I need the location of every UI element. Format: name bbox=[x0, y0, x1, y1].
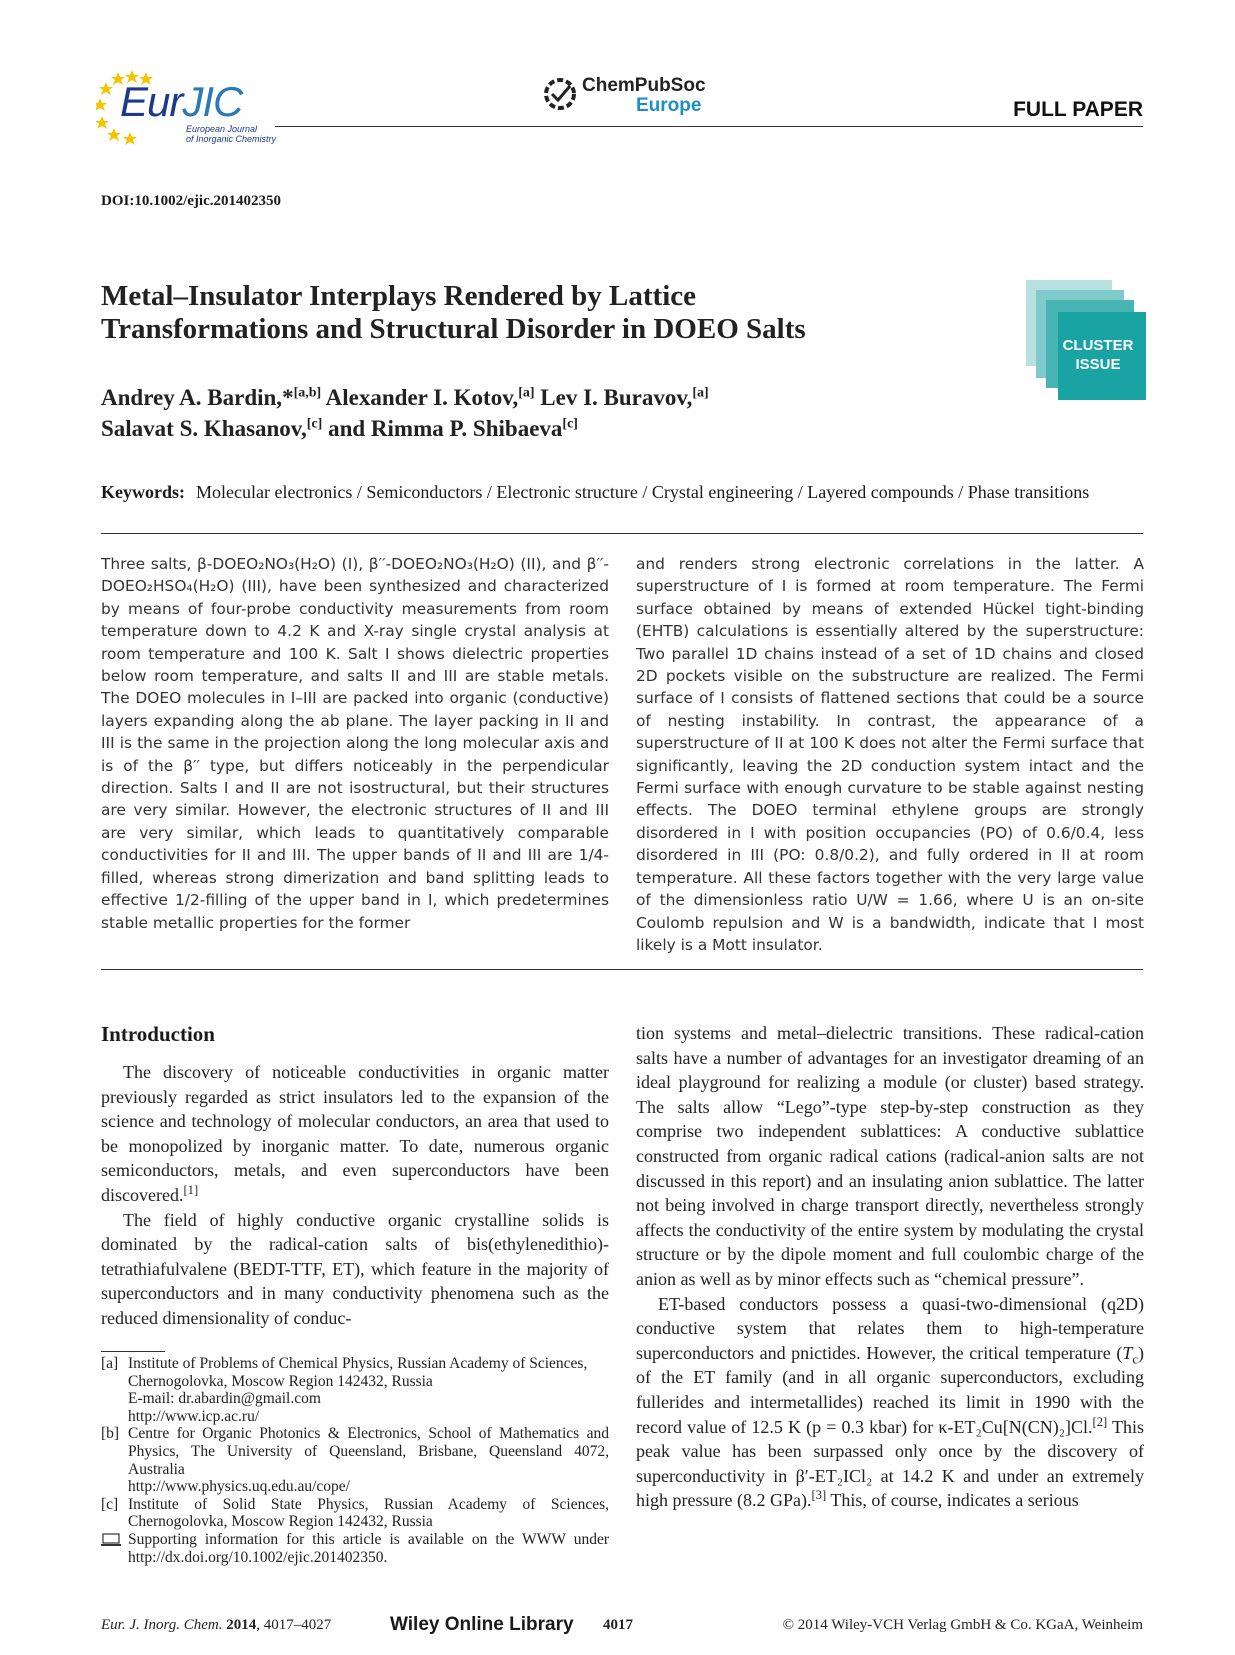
abstract-left-column: Three salts, β-DOEO₂NO₃(H₂O) (I), β′′-DOEO₂NO₃(H₂O) (II), and β′′-DOEO₂HSO₄(H₂O) (III), have been synthesized and characterized by means of four-probe conductivity measurements from room temperature down to 4.2 K and X-ray single crystal analysis at room temperature and 100 K. Salt I shows dielectric properties below room temperature, and salts II and III are stable metals. The DOEO molecules in I–III are packed into organic (conductive) layers expanding along the ab plane. The layer packing in II and III is the same in the projection along the long molecular axis and is of the β′′ type, but differs noticeably in the perpendicular direction. Salts I and II are not isostructural, but their structures are very similar. However, the electronic structures of II and III are very similar, which leads to quantitatively comparable conductivities for II and III. The upper bands of II and III are 1/4-filled, whereas strong dimerization and band splitting leads to effective 1/2-filling of the upper band in I, which predetermines stable metallic properties for the former bbox=[101, 555, 609, 932]
paragraph: ET-based conductors possess a quasi-two-dimensional (q2D) conductive system that relates them to high-temperature superconductors and pnictides. However, the critical temperature $(T_c)$ of the ET family (and in all organic superconductors, excluding fullerides and intermetallides) reached its limit in 1990 with the record value of 12.5 K (p = 0.3 kbar) for κ-ET₂Cu[N(CN)₂]Cl.[2] This peak value has been surpassed only once by the discovery of superconductivity in β′-ET₂ICl₂ at 14.2 K and under an extremely high pressure (8.2 GPa).[3] This, of course, indicates a serious bbox=[636, 1293, 1144, 1511]
author-name: Salavat S. Khasanov, bbox=[101, 416, 307, 441]
paragraph: The discovery of noticeable conductivities in organic matter previously regarded as strict insulators led to the expansion of the science and technology of molecular conductors, an area that used to be monopolized by inorganic matter. To date, numerous organic semiconductors, metals, and even superconductors have been discovered.[1] bbox=[101, 1062, 609, 1205]
chempubsoc-icon bbox=[542, 76, 578, 112]
publisher-region: Europe bbox=[636, 95, 702, 116]
cluster-issue-label: CLUSTER ISSUE bbox=[1062, 337, 1134, 373]
star-icon bbox=[107, 128, 121, 141]
abstract-top-rule bbox=[101, 533, 1143, 534]
doi[interactable]: DOI:10.1002/ejic.201402350 bbox=[101, 193, 281, 209]
footnote-b: [b] Centre for Organic Photonics & Electronics, School of Mathematics and Physics, The University of Queensland, Brisbane, Queensland 4072, Australia http://www.physics.uq.edu.au/cope/ bbox=[101, 1425, 609, 1496]
intro-right-column bbox=[636, 1021, 1144, 1513]
keywords-list: Molecular electronics / Semiconductors / Electronic structure / Crystal engineering / Layered compounds / Phase transitions bbox=[196, 482, 1090, 502]
author-name: Lev I. Buravov, bbox=[540, 385, 693, 410]
article-type: FULL PAPER bbox=[1013, 98, 1143, 121]
author-list: Andrey A. Bardin,*[a,b] Alexander I. Kotov,[a] Lev I. Buravov,[a] Salavat S. Khasanov,[c] and Rimma P. Shibaeva[c] bbox=[101, 385, 709, 441]
star-icon bbox=[96, 116, 109, 129]
header-divider bbox=[275, 126, 1143, 127]
article-title: Metal–Insulator Interplays Rendered by Lattice Transformations and Structural Disorder in DOEO Salts bbox=[101, 280, 806, 345]
keywords-label: Keywords: bbox=[101, 482, 185, 502]
citation-ref[interactable]: [3] bbox=[811, 1488, 827, 1503]
citation-ref[interactable]: [2] bbox=[1092, 1414, 1108, 1429]
footnote-rule bbox=[101, 1351, 165, 1352]
wiley-online-library-logo: Wiley Online Library bbox=[390, 1614, 574, 1635]
footnote-a: [a] Institute of Problems of Chemical Physics, Russian Academy of Sciences, Chernogolovka, Moscow Region 142432, Russia E-mail: dr.abardin@gmail.com http://www.icp.ac.ru/ bbox=[101, 1355, 588, 1425]
computer-icon bbox=[101, 1533, 121, 1547]
publisher-name: ChemPubSoc bbox=[582, 75, 706, 96]
star-icon bbox=[99, 82, 113, 95]
section-heading-introduction: Introduction bbox=[101, 1022, 215, 1046]
author-name: Alexander I. Kotov, bbox=[325, 385, 519, 410]
author-name: and Rimma P. Shibaeva bbox=[328, 416, 563, 441]
star-icon bbox=[96, 98, 107, 111]
footnote-c: [c] Institute of Solid State Physics, Russian Academy of Sciences, Chernogolovka, Moscow Region 142432, Russia bbox=[101, 1495, 609, 1531]
paragraph: The field of highly conductive organic crystalline solids is dominated by the radical-cation salts of bis(ethylenedithio)-tetrathiafulvalene (BEDT-TTF, ET), which feature in the majority of superconductors and in many conductivity phenomena such as the reduced dimensionality of conduc- bbox=[101, 1209, 609, 1328]
affiliation-footnotes bbox=[101, 1355, 609, 1566]
eurjic-subtitle: European Journal of Inorganic Chemistry bbox=[186, 124, 277, 144]
paragraph: tion systems and metal–dielectric transitions. These radical-cation salts have a number of advantages for an investigator dreaming of an ideal playground for realizing a module (or cluster) based strategy. The salts allow “Lego”-type step-by-step construction as they comprise two independent sublattices: A conductive sublattice constructed from organic radical cations (radical-anion salts are not discussed in this report) and an insulating anion sublattice. The latter not being involved in charge transport directly, nevertheless strongly affects the conductivity of the entire system by modulating the crystal structure or by the dipole moment and full coulombic charge of the anion as well as by minor effects such as “chemical pressure”. bbox=[636, 1023, 1144, 1289]
copyright: © 2014 Wiley-VCH Verlag GmbH & Co. KGaA, Weinheim bbox=[782, 1617, 1143, 1633]
footnote-supporting-info: Supporting information for this article is available on the WWW under http://dx.doi.org/10.1002/ejic.201402350. bbox=[101, 1531, 609, 1566]
page-number: 4017 bbox=[603, 1617, 633, 1633]
intro-left-column bbox=[101, 1060, 609, 1331]
star-icon bbox=[123, 132, 137, 145]
abstract-right-column: and renders strong electronic correlations in the latter. A superstructure of I is formed at room temperature. The Fermi surface obtained by means of extended Hückel tight-binding (EHTB) calculations is essentially altered by the superstructure: Two parallel 1D chains instead of a set of 1D chains and closed 2D pockets visible on the substructure are realized. The Fermi surface of I consists of flattened sections that could be a source of nesting instability. In contrast, the appearance of a superstructure of II at 100 K does not alter the Fermi surface that significantly, leaving the 2D conduction system intact and the Fermi surface with enough curvature to be stable against nesting effects. The DOEO terminal ethylene groups are strongly disordered in I with position occupancies (PO) of 0.6/0.4, less disordered in III (PO: 0.8/0.2), and fully ordered in II at room temperature. All these factors together with the very large value of the dimensionless ratio U/W = 1.66, where U is an on-site Coulomb repulsion and W is a bandwidth, indicate that I most likely is a Mott insulator. bbox=[636, 555, 1144, 954]
citation-ref[interactable]: [1] bbox=[183, 1182, 199, 1197]
footer-citation: Eur. J. Inorg. Chem. 2014, 4017–4027 bbox=[101, 1617, 332, 1633]
abstract-bottom-rule bbox=[101, 969, 1143, 970]
author-name: Andrey A. Bardin, bbox=[101, 385, 283, 410]
keywords bbox=[101, 480, 1141, 504]
eurjic-wordmark: EurJIC bbox=[120, 78, 243, 125]
